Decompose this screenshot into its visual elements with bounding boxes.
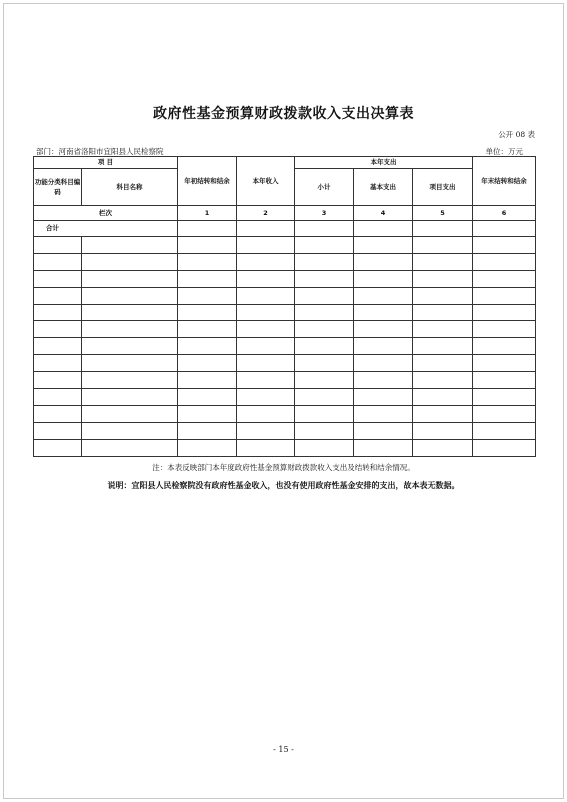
table-cell <box>34 372 82 389</box>
table-cell <box>34 422 82 439</box>
table-cell <box>295 253 354 270</box>
column-number: 4 <box>354 206 413 221</box>
table-cell <box>413 389 473 406</box>
table-cell <box>178 270 237 287</box>
table-cell <box>295 405 354 422</box>
table-cell <box>178 237 237 254</box>
header-function-code: 功能分类科目编码 <box>34 169 82 206</box>
table-cell <box>237 270 295 287</box>
table-row <box>34 405 536 422</box>
table-cell <box>82 389 178 406</box>
form-number: 公开 08 表 <box>498 130 535 139</box>
page-number: - 15 - <box>273 745 294 754</box>
table-cell <box>82 405 178 422</box>
table-cell <box>295 389 354 406</box>
column-number: 6 <box>473 206 536 221</box>
total-label: 合计 <box>34 221 178 237</box>
table-cell <box>354 304 413 321</box>
table-cell <box>413 422 473 439</box>
column-number: 3 <box>295 206 354 221</box>
table-cell <box>82 287 178 304</box>
table-cell <box>473 221 536 237</box>
table-cell <box>178 372 237 389</box>
table-cell <box>354 287 413 304</box>
table-cell <box>473 270 536 287</box>
table-cell <box>295 304 354 321</box>
table-cell <box>82 355 178 372</box>
header-expense: 本年支出 <box>295 157 473 169</box>
table-cell <box>354 389 413 406</box>
table-cell <box>354 270 413 287</box>
header-end-balance: 年末结转和结余 <box>473 157 536 206</box>
table-cell <box>237 439 295 456</box>
table-cell <box>473 439 536 456</box>
table-row <box>34 237 536 254</box>
table-cell <box>34 287 82 304</box>
department-label: 部门：河南省洛阳市宜阳县人民检察院 <box>36 147 164 156</box>
table-cell <box>354 422 413 439</box>
table-cell <box>82 321 178 338</box>
table-note: 注：本表反映部门本年度政府性基金预算财政拨款收入支出及结转和结余情况。 <box>152 463 415 472</box>
table-cell <box>34 439 82 456</box>
table-cell <box>473 338 536 355</box>
table-cell <box>473 253 536 270</box>
column-number-row <box>34 206 536 221</box>
table-cell <box>473 389 536 406</box>
table-cell <box>473 372 536 389</box>
table-cell <box>237 304 295 321</box>
table-cell <box>34 253 82 270</box>
table-cell <box>413 304 473 321</box>
page-title: 政府性基金预算财政拨款收入支出决算表 <box>153 106 414 122</box>
table-cell <box>34 237 82 254</box>
table-cell <box>413 321 473 338</box>
header-basic-expense: 基本支出 <box>354 169 413 206</box>
table-cell <box>295 270 354 287</box>
header-subject-name: 科目名称 <box>82 169 178 206</box>
header-begin-balance: 年初结转和结余 <box>178 157 237 206</box>
table-row <box>34 338 536 355</box>
table-row <box>34 287 536 304</box>
table-row <box>34 439 536 456</box>
table-cell <box>34 304 82 321</box>
column-number: 1 <box>178 206 237 221</box>
table-cell <box>237 338 295 355</box>
budget-table <box>33 156 536 457</box>
table-cell <box>473 304 536 321</box>
table-cell <box>82 338 178 355</box>
table-cell <box>237 355 295 372</box>
table-cell <box>178 389 237 406</box>
table-cell <box>178 221 237 237</box>
table-cell <box>237 389 295 406</box>
table-cell <box>413 355 473 372</box>
table-cell <box>237 253 295 270</box>
table-cell <box>82 439 178 456</box>
table-cell <box>295 237 354 254</box>
table-cell <box>34 389 82 406</box>
table-cell <box>295 287 354 304</box>
table-cell <box>237 221 295 237</box>
explanation-text: 说明：宜阳县人民检察院没有政府性基金收入，也没有使用政府性基金安排的支出，故本表无数据。 <box>107 481 460 490</box>
table-cell <box>413 405 473 422</box>
table-cell <box>237 287 295 304</box>
table-cell <box>354 321 413 338</box>
table-cell <box>354 237 413 254</box>
table-cell <box>178 304 237 321</box>
table-cell <box>178 321 237 338</box>
table-cell <box>354 355 413 372</box>
table-cell <box>178 287 237 304</box>
table-cell <box>413 270 473 287</box>
table-row <box>34 372 536 389</box>
table-row <box>34 321 536 338</box>
table-cell <box>295 355 354 372</box>
table-cell <box>473 405 536 422</box>
table-cell <box>413 338 473 355</box>
table-cell <box>34 405 82 422</box>
table-cell <box>178 405 237 422</box>
table-row <box>34 355 536 372</box>
table-cell <box>354 253 413 270</box>
table-cell <box>354 439 413 456</box>
table-cell <box>237 422 295 439</box>
table-cell <box>413 287 473 304</box>
table-cell <box>295 439 354 456</box>
table-cell <box>295 221 354 237</box>
table-cell <box>178 253 237 270</box>
table-cell <box>82 237 178 254</box>
table-cell <box>34 321 82 338</box>
table-cell <box>178 338 237 355</box>
table-cell <box>354 338 413 355</box>
table-cell <box>34 355 82 372</box>
table-cell <box>237 237 295 254</box>
table-cell <box>178 422 237 439</box>
table-cell <box>295 372 354 389</box>
table-row <box>34 304 536 321</box>
column-label: 栏次 <box>34 206 178 221</box>
table-cell <box>178 439 237 456</box>
table-cell <box>237 372 295 389</box>
table-row <box>34 253 536 270</box>
table-cell <box>34 270 82 287</box>
table-cell <box>295 422 354 439</box>
column-number: 5 <box>413 206 473 221</box>
table-row <box>34 270 536 287</box>
table-cell <box>473 355 536 372</box>
header-item: 项 目 <box>34 157 178 169</box>
table-cell <box>473 287 536 304</box>
table-cell <box>354 372 413 389</box>
total-row <box>34 221 536 237</box>
table-cell <box>295 321 354 338</box>
column-number: 2 <box>237 206 295 221</box>
table-cell <box>82 422 178 439</box>
table-cell <box>473 422 536 439</box>
table-cell <box>34 338 82 355</box>
header-project-expense: 项目支出 <box>413 169 473 206</box>
table-cell <box>413 372 473 389</box>
table-cell <box>237 321 295 338</box>
table-cell <box>82 304 178 321</box>
table-cell <box>82 270 178 287</box>
table-cell <box>413 439 473 456</box>
table-cell <box>354 405 413 422</box>
table-cell <box>237 405 295 422</box>
table-cell <box>295 338 354 355</box>
table-cell <box>473 321 536 338</box>
table-cell <box>473 237 536 254</box>
table-cell <box>413 221 473 237</box>
table-row <box>34 422 536 439</box>
table-cell <box>354 221 413 237</box>
table-cell <box>413 237 473 254</box>
header-subtotal: 小计 <box>295 169 354 206</box>
table-row <box>34 389 536 406</box>
table-cell <box>178 355 237 372</box>
header-income: 本年收入 <box>237 157 295 206</box>
table-cell <box>82 253 178 270</box>
table-cell <box>413 253 473 270</box>
table-cell <box>82 372 178 389</box>
unit-label: 单位：万元 <box>485 147 523 156</box>
